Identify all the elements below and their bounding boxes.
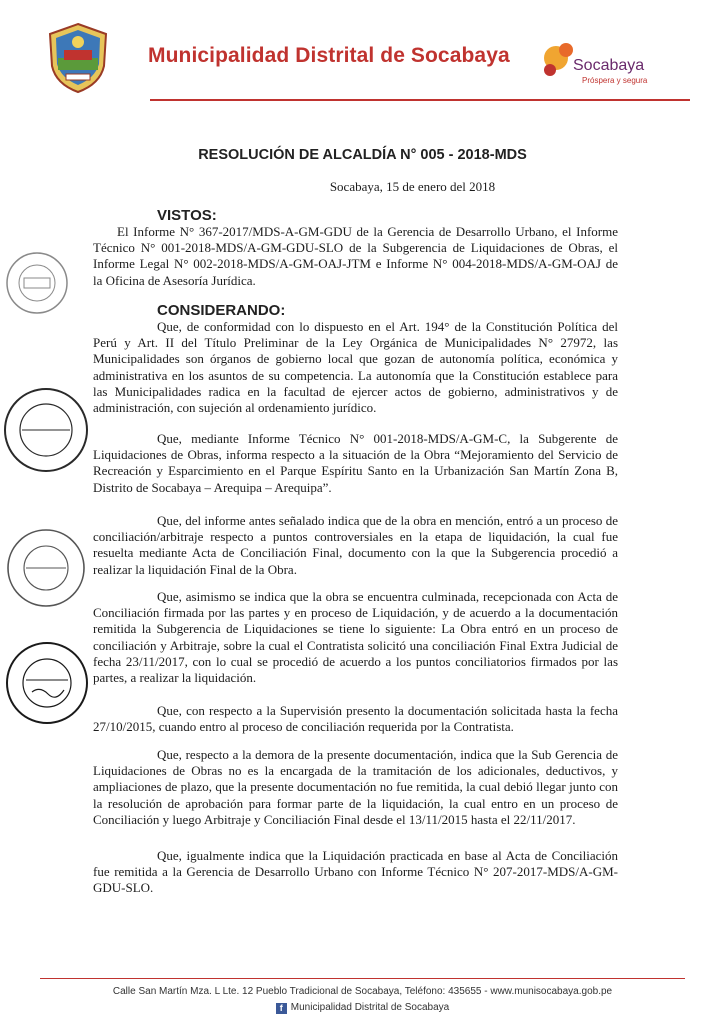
considerando-paragraph-2 (93, 431, 618, 496)
facebook-page-name: Municipalidad Distrital de Socabaya (290, 1002, 450, 1013)
considerando-paragraph-4 (93, 589, 618, 686)
paragraph-text: Que, igualmente indica que la Liquidación practicada en base al Acta de Conciliación fue remitida a la Gerencia de Desarrollo Urbano con Informe Técnico N° 207-2017-MDS/A-GM-GDU-SLO. (93, 848, 618, 896)
considerando-heading: CONSIDERANDO: (157, 302, 286, 319)
footer-facebook (0, 1002, 725, 1014)
considerando-paragraph-3 (93, 513, 618, 578)
paragraph-text: Que, asimismo se indica que la obra se encuentra culminada, recepcionada con Acta de Conciliación firmada por las partes y en proceso de Liquidación, y de acuerdo a la documentación remitida la Subgerencia de Liquidaciones se tiene lo siguiente: La Obra entró en un proceso de conciliación y Arbitraje, sobre la cual el Contratista solicitó una conciliación Final Extra Judicial de fecha 23/11/2017, con lo cual se procedió de acuerdo a los puntos conciliatorios firmados por las partes, a realizar la liquidación. (93, 589, 618, 686)
paragraph-text: Que, mediante Informe Técnico N° 001-2018-MDS/A-GM-C, la Subgerente de Liquidaciones de Obras, informa respecto a la situación de la Obra “Mejoramiento del Servicio de Recreación y Esparcimiento en el Parque Espíritu Santo en la Urbanización San Martín Zona B, Distrito de Socabaya – Arequipa – Arequipa”. (93, 431, 618, 495)
paragraph-text: Que, de conformidad con lo dispuesto en el Art. 194° de la Constitución Política del Perú y Art. II del Título Preliminar de la Ley Orgánica de Municipalidades N° 27972, las Municipalidades son órganos de gobierno local que gozan de autonomía política, económica y administrativa en los asuntos de su competencia. La autonomía que la Constitución establece para las Municipalidades radica en la facultad de ejercer actos de gobierno, administrativos y de administración, con sujeción al ordenamiento jurídico. (93, 319, 618, 416)
vistos-text: El Informe N° 367-2017/MDS-A-GM-GDU de la Gerencia de Desarrollo Urbano, el Informe Técnico N° 001-2018-MDS/A-GM-GDU-SLO de la Subgerencia de Liquidaciones de Obras, el Informe Legal N° 002-2018-MDS/A-GM-OAJ-JTM e Informe N° 004-2018-MDS/A-GM-OAJ de la Oficina de Asesoría Jurídica. (93, 224, 618, 288)
brand-tagline: Próspera y segura (582, 76, 648, 85)
paragraph-text: Que, respecto a la demora de la presente documentación, indica que la Sub Gerencia de Liquidaciones de Obras no es la encargada de la tramitación de los adicionales, deductivos, y ampliaciones de plazo, que la presente documentación no fue remitida, la cual debió llegar junto con la resolución de aprobación para formar parte de la liquidación, la cual entro en un proceso de Conciliación y luego Arbitraje y Conciliación Final desde el 13/11/2015 hasta el 22/11/2017. (93, 747, 618, 827)
facebook-icon: f (276, 1003, 287, 1014)
document-date: Socabaya, 15 de enero del 2018 (329, 179, 496, 194)
secretaria-general-seal-icon (4, 526, 88, 610)
considerando-paragraph-7 (93, 848, 618, 897)
asesoria-juridica-seal-icon (4, 640, 90, 726)
letterhead (0, 0, 725, 110)
alcaldia-seal-icon (4, 250, 70, 316)
considerando-paragraph-5 (93, 703, 618, 735)
municipal-crest-icon (44, 22, 112, 94)
footer-address: Calle San Martín Mza. L Lte. 12 Pueblo Tradicional de Socabaya, Teléfono: 435655 - www.munisocabaya.gob.pe (112, 986, 613, 997)
municipality-title: Municipalidad Distrital de Socabaya (148, 44, 510, 67)
brand-name: Socabaya (573, 57, 645, 74)
considerando-paragraph-6 (93, 747, 618, 828)
considerando-paragraph-1 (93, 319, 618, 416)
header-divider (150, 99, 690, 101)
footer-divider (40, 978, 685, 979)
vistos-heading: VISTOS: (157, 207, 217, 224)
paragraph-text: Que, del informe antes señalado indica que de la obra en mención, entró a un proceso de conciliación/arbitraje respecto a puntos controversiales en la etapa de liquidación, la cual fue resuelta mediante Acta de Conciliación Final, documento con la que la Subgerencia procedió a realizar la liquidación Final de la Obra. (93, 513, 618, 577)
resolution-title: RESOLUCIÓN DE ALCALDÍA N° 005 - 2018-MDS (198, 147, 527, 163)
paragraph-text: Que, con respecto a la Supervisión presento la documentación solicitada hasta la fecha 27/10/2015, cuando entro al proceso de conciliación requerida por la Contratista. (93, 703, 618, 735)
vistos-paragraph (93, 224, 618, 289)
gerencia-municipal-seal-icon (2, 386, 90, 474)
